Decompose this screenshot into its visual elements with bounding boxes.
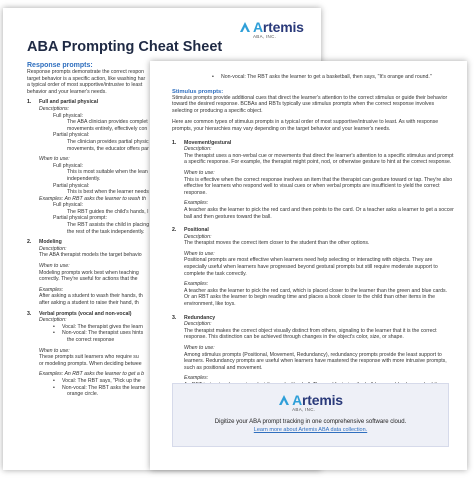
item-line: after asking a student to raise their hand, th (39, 300, 139, 306)
artemis-logo (278, 393, 343, 413)
logo-name: rtemis (302, 392, 343, 408)
examples-label: Examples: (184, 281, 209, 288)
stimulus-intro-2: Here are common types of stimulus prompts in a typical order of most supportive/intrusive to least. As with response prompts, your hierarchies may vary depending on the target behavior and your learner's needs. (172, 119, 439, 132)
numbered-item (172, 227, 454, 308)
item-body (184, 140, 454, 221)
item-line: correctly. They're useful for actions that the (39, 276, 138, 283)
item-line: When to use: (39, 347, 70, 354)
logo-subtitle: ABA, INC. (292, 407, 316, 412)
item-line: This is most suitable when the lean (67, 169, 148, 176)
when-label: When to use: (184, 250, 215, 257)
item-line: Examples: An RBT asks the learner to wash th (39, 195, 147, 202)
section-title-response: Response prompts: (27, 62, 93, 69)
item-line: Examples: An RBT asks the learner to get a b (39, 371, 145, 378)
intro-line: a typical order of most supportive/intrusive to least (27, 82, 143, 89)
item-title: Movement/gestural (184, 139, 232, 146)
bullet-text: Vocal: The therapist gives the learn (62, 323, 143, 330)
list-item (172, 74, 454, 81)
numbered-item (172, 140, 454, 221)
when-text: This is effective when the correct response involves an item that the therapist can gesture toward or tap. They're also effective for learners who respond well to visual cues or when verbal prompts are insufficient to yield the correct response. (184, 176, 453, 196)
intro-line: target behavior is a specific action, like washing har (27, 75, 146, 82)
logo-letter: A (292, 392, 303, 408)
item-line: The RBT guides the child's hands, l (67, 208, 149, 215)
item-number: 1. (27, 99, 32, 106)
item-line: The clinician provides partial physic (67, 138, 149, 145)
intro-line: behavior and your learner's needs. (27, 88, 107, 95)
item-title: Redundancy (184, 314, 216, 321)
logo-letter: A (253, 19, 263, 35)
item-number: 3. (172, 314, 177, 321)
item-line: Partial physical: (53, 132, 90, 139)
item-line: When to use: (39, 156, 70, 163)
bullet-icon: • (53, 377, 55, 384)
front-content (172, 74, 454, 395)
item-line: Modeling prompts work best when teaching (39, 269, 139, 276)
logo-name: rtemis (262, 19, 304, 35)
description-text: The therapist moves the correct item closer to the student than the other options. (184, 240, 370, 247)
item-line: Description: (39, 245, 67, 252)
bullet-icon: • (53, 323, 55, 330)
when-text: Positional prompts are most effective when learners need help selecting or interacting with objects. They are especially useful when learners have progressed beyond gestural prompts but still require moderate support to complete the task correctly. (184, 257, 438, 277)
item-line: movements, the educator offers par (67, 145, 149, 152)
bullet-icon: • (53, 330, 55, 337)
when-label: When to use: (184, 345, 215, 351)
item-line: After asking a student to wash their hands, th (39, 293, 143, 300)
footer-text: Digitize your ABA prompt tracking in one comprehensive software cloud. (214, 418, 407, 425)
item-line: orange circle. (67, 391, 99, 398)
front-page (150, 61, 467, 470)
stimulus-prompt-list (172, 140, 454, 396)
item-line: When to use: (39, 263, 70, 270)
item-body (184, 227, 454, 308)
examples-label: Examples: (184, 200, 209, 207)
item-number: 3. (27, 310, 32, 317)
bullet-text: Vocal: The RBT says, "Pick up the (62, 377, 141, 384)
item-title: Full and partial physical (39, 99, 99, 106)
item-line: This is best when the learner needs (67, 189, 149, 196)
item-title: Modeling (39, 239, 62, 246)
item-line: movements entirely, effectively con (67, 125, 148, 132)
artemis-logo-icon (278, 394, 290, 406)
item-line: independently. (67, 175, 101, 182)
item-line: the rest of the task independently. (67, 228, 145, 235)
description-label: Description: (184, 233, 212, 240)
item-title: Verbal prompts (vocal and non-vocal) (39, 310, 132, 317)
artemis-logo (239, 20, 304, 40)
item-line: or modeling prompts. When deciding betwee (39, 360, 142, 367)
description-text: The therapist uses a non-verbal cue or movements that direct the learner's attention to a specific stimulus and prompt a specific response. For example, the therapist might point, nod, or otherwise gesture to hint at the correct response. (184, 152, 454, 166)
item-number: 1. (172, 139, 177, 146)
item-line: The ABA therapist models the target behavio (39, 252, 142, 259)
bullet-icon: • (212, 74, 214, 80)
page-title: ABA Prompting Cheat Sheet (27, 39, 223, 55)
item-line: These prompts suit learners who require su (39, 354, 139, 361)
item-line: Partial physical prompt: (53, 215, 107, 222)
item-title: Positional (184, 227, 209, 234)
learn-more-link[interactable]: Learn more about Artemis ABA data collection. (253, 426, 368, 433)
item-line: Descriptions: (39, 105, 69, 112)
description-label: Description: (184, 146, 212, 153)
description-text: The therapist makes the correct object visually distinct from others, signaling to the learner that it is the correct response. This distinction can be achieved through changes in the object's color, size, or shape. (184, 327, 437, 341)
item-number: 2. (172, 227, 177, 234)
logo-subtitle: ABA, INC. (253, 34, 277, 39)
top-bullet-text: Non-vocal: The RBT asks the learner to get a basketball, then says, "It's orange and round." (221, 74, 432, 80)
item-line: Full physical: (53, 202, 83, 209)
when-text: Among stimulus prompts (Positional, Movement, Redundancy), redundancy prompts provide the least support to learners. Redundancy prompts are useful when learners have mastered the response with more intrusive prompts, such as positional and movement. (184, 351, 447, 371)
item-line: Full physical: (53, 162, 83, 169)
stimulus-intro: Stimulus prompts provide additional cues that direct the learner's attention to the correct stimulus or guide their behavior toward the desired response. BCBAs and RBTs typically use stimulus prompts when the correct response involves selecting or producing a specific object. (172, 94, 448, 114)
examples-text: A teacher asks the learner to pick the red card, which is placed closer to the learner than the green and blue cards. Or an RBT asks the learner to begin reading time and places a book closer to the child than other items in the environment, like toys. (184, 287, 447, 308)
bullet-text: Non-vocal: The therapist uses hints (62, 330, 144, 337)
item-line: Description: (39, 317, 67, 324)
description-label: Description: (184, 321, 212, 328)
item-line: Examples: (39, 286, 64, 293)
intro-line: Response prompts demonstrate the correct respon (27, 69, 145, 75)
footer-cta (172, 383, 449, 447)
bullet-text: Non-vocal: The RBT asks the learne (62, 384, 146, 391)
item-line: The RBT assists the child in placing (67, 222, 150, 229)
artemis-logo-icon (239, 21, 251, 33)
section-title-stimulus: Stimulus prompts: (172, 88, 224, 95)
examples-label: Examples: (184, 375, 209, 382)
item-line: Full physical: (53, 112, 83, 119)
when-label: When to use: (184, 169, 215, 176)
item-line: the correct response (67, 336, 115, 343)
item-number: 2. (27, 239, 32, 246)
examples-text: A teacher asks the learner to pick the red card and then points to the card. Or a teacher asks a learner to get a soccer ball and then gestures toward the ball. (184, 206, 454, 220)
bullet-icon: • (53, 384, 55, 391)
item-line: The ABA clinician provides complet (67, 119, 148, 126)
item-line: Partial physical: (53, 182, 90, 189)
